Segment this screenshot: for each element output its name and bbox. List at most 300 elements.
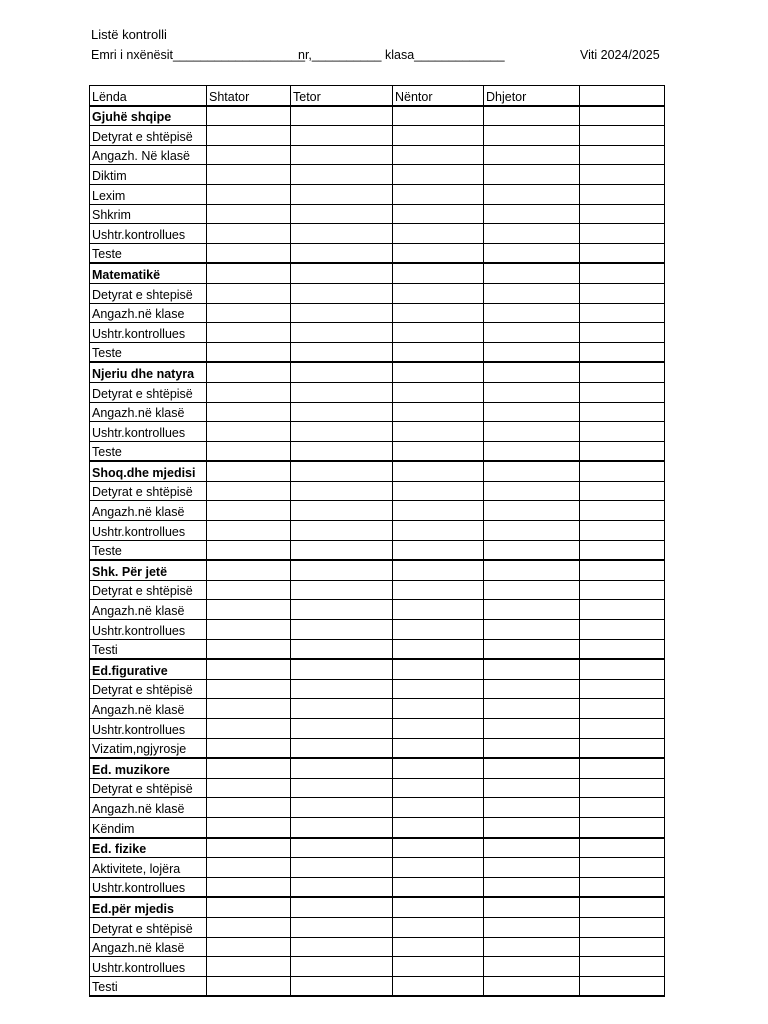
mark-cell[interactable]: [291, 917, 393, 937]
table-header-row: [90, 86, 665, 106]
criterion-label: Vizatim,ngjyrosje: [90, 738, 207, 758]
mark-cell[interactable]: [580, 342, 665, 362]
mark-cell[interactable]: [207, 165, 291, 185]
subject-row: [90, 106, 665, 126]
mark-cell[interactable]: [580, 422, 665, 442]
mark-cell[interactable]: [393, 738, 484, 758]
mark-cell[interactable]: [291, 303, 393, 323]
mark-cell[interactable]: [393, 362, 484, 382]
mark-cell[interactable]: [207, 382, 291, 402]
subject-row: [90, 659, 665, 679]
table-row: [90, 323, 665, 343]
mark-cell[interactable]: [393, 342, 484, 362]
mark-cell[interactable]: [484, 719, 580, 739]
mark-cell[interactable]: [393, 204, 484, 224]
mark-cell[interactable]: [207, 481, 291, 501]
mark-cell[interactable]: [393, 620, 484, 640]
mark-cell[interactable]: [484, 461, 580, 481]
criterion-label: Angazh.në klasë: [90, 600, 207, 620]
mark-cell[interactable]: [393, 481, 484, 501]
mark-cell[interactable]: [580, 323, 665, 343]
mark-cell[interactable]: [393, 679, 484, 699]
mark-cell[interactable]: [393, 600, 484, 620]
mark-cell[interactable]: [393, 422, 484, 442]
mark-cell[interactable]: [484, 699, 580, 719]
mark-cell[interactable]: [484, 620, 580, 640]
table-row: [90, 184, 665, 204]
mark-cell[interactable]: [207, 600, 291, 620]
table-row: [90, 639, 665, 659]
mark-cell[interactable]: [580, 798, 665, 818]
mark-cell[interactable]: [291, 758, 393, 778]
mark-cell[interactable]: [484, 204, 580, 224]
mark-cell[interactable]: [291, 659, 393, 679]
mark-cell[interactable]: [393, 224, 484, 244]
mark-cell[interactable]: [207, 283, 291, 303]
mark-cell[interactable]: [393, 580, 484, 600]
mark-cell[interactable]: [291, 263, 393, 283]
mark-cell[interactable]: [207, 719, 291, 739]
column-header-september: Shtator: [207, 86, 291, 106]
mark-cell[interactable]: [291, 858, 393, 878]
mark-cell[interactable]: [291, 838, 393, 858]
mark-cell[interactable]: [207, 461, 291, 481]
mark-cell[interactable]: [484, 897, 580, 917]
column-header-subject: Lënda: [90, 86, 207, 106]
mark-cell[interactable]: [580, 441, 665, 461]
mark-cell[interactable]: [393, 540, 484, 560]
mark-cell[interactable]: [580, 897, 665, 917]
mark-cell[interactable]: [393, 184, 484, 204]
mark-cell[interactable]: [291, 620, 393, 640]
table-row: [90, 145, 665, 165]
mark-cell[interactable]: [291, 580, 393, 600]
mark-cell[interactable]: [291, 937, 393, 957]
criterion-label: Angazh.në klasë: [90, 699, 207, 719]
mark-cell[interactable]: [291, 817, 393, 837]
mark-cell[interactable]: [580, 224, 665, 244]
mark-cell[interactable]: [291, 957, 393, 977]
mark-cell[interactable]: [393, 461, 484, 481]
criterion-label: Ushtr.kontrollues: [90, 323, 207, 343]
criterion-label: Detyrat e shtëpisë: [90, 679, 207, 699]
mark-cell[interactable]: [484, 382, 580, 402]
mark-cell[interactable]: [484, 798, 580, 818]
mark-cell[interactable]: [393, 323, 484, 343]
criterion-label: Angazh.në klasë: [90, 402, 207, 422]
mark-cell[interactable]: [393, 976, 484, 996]
mark-cell[interactable]: [484, 580, 580, 600]
mark-cell[interactable]: [207, 937, 291, 957]
mark-cell[interactable]: [291, 243, 393, 263]
subject-row: [90, 838, 665, 858]
mark-cell[interactable]: [393, 937, 484, 957]
table-row: [90, 481, 665, 501]
mark-cell[interactable]: [207, 224, 291, 244]
mark-cell[interactable]: [580, 362, 665, 382]
mark-cell[interactable]: [291, 204, 393, 224]
mark-cell[interactable]: [291, 600, 393, 620]
mark-cell[interactable]: [393, 858, 484, 878]
mark-cell[interactable]: [393, 126, 484, 146]
criterion-label: Detyrat e shtëpisë: [90, 382, 207, 402]
school-year-label: Viti 2024/2025: [580, 48, 660, 62]
mark-cell[interactable]: [580, 937, 665, 957]
mark-cell[interactable]: [207, 838, 291, 858]
mark-cell[interactable]: [484, 441, 580, 461]
subject-row: [90, 758, 665, 778]
mark-cell[interactable]: [580, 957, 665, 977]
table-row: [90, 817, 665, 837]
mark-cell[interactable]: [484, 957, 580, 977]
mark-cell[interactable]: [580, 106, 665, 126]
table-row: [90, 165, 665, 185]
column-header-extra: [580, 86, 665, 106]
mark-cell[interactable]: [207, 303, 291, 323]
mark-cell[interactable]: [291, 540, 393, 560]
mark-cell[interactable]: [484, 838, 580, 858]
mark-cell[interactable]: [393, 521, 484, 541]
mark-cell[interactable]: [207, 204, 291, 224]
criterion-label: Ushtr.kontrollues: [90, 877, 207, 897]
mark-cell[interactable]: [580, 382, 665, 402]
mark-cell[interactable]: [484, 184, 580, 204]
mark-cell[interactable]: [484, 937, 580, 957]
mark-cell[interactable]: [580, 679, 665, 699]
mark-cell[interactable]: [580, 917, 665, 937]
mark-cell[interactable]: [580, 858, 665, 878]
mark-cell[interactable]: [207, 817, 291, 837]
mark-cell[interactable]: [291, 145, 393, 165]
mark-cell[interactable]: [393, 639, 484, 659]
mark-cell[interactable]: [580, 659, 665, 679]
mark-cell[interactable]: [484, 738, 580, 758]
mark-cell[interactable]: [580, 738, 665, 758]
mark-cell[interactable]: [484, 165, 580, 185]
mark-cell[interactable]: [580, 758, 665, 778]
mark-cell[interactable]: [291, 165, 393, 185]
mark-cell[interactable]: [580, 303, 665, 323]
criterion-label: Teste: [90, 540, 207, 560]
mark-cell[interactable]: [484, 323, 580, 343]
mark-cell[interactable]: [207, 679, 291, 699]
mark-cell[interactable]: [393, 441, 484, 461]
table-row: [90, 342, 665, 362]
mark-cell[interactable]: [291, 738, 393, 758]
mark-cell[interactable]: [484, 758, 580, 778]
mark-cell[interactable]: [393, 897, 484, 917]
mark-cell[interactable]: [580, 501, 665, 521]
mark-cell[interactable]: [484, 243, 580, 263]
mark-cell[interactable]: [580, 620, 665, 640]
mark-cell[interactable]: [393, 243, 484, 263]
mark-cell[interactable]: [484, 501, 580, 521]
criterion-label: Lexim: [90, 184, 207, 204]
mark-cell[interactable]: [207, 659, 291, 679]
mark-cell[interactable]: [484, 145, 580, 165]
mark-cell[interactable]: [291, 778, 393, 798]
mark-cell[interactable]: [291, 461, 393, 481]
mark-cell[interactable]: [207, 145, 291, 165]
mark-cell[interactable]: [580, 838, 665, 858]
mark-cell[interactable]: [207, 858, 291, 878]
criterion-label: Ushtr.kontrollues: [90, 224, 207, 244]
mark-cell[interactable]: [580, 263, 665, 283]
mark-cell[interactable]: [207, 877, 291, 897]
mark-cell[interactable]: [291, 106, 393, 126]
mark-cell[interactable]: [484, 817, 580, 837]
mark-cell[interactable]: [580, 719, 665, 739]
mark-cell[interactable]: [291, 679, 393, 699]
mark-cell[interactable]: [580, 778, 665, 798]
mark-cell[interactable]: [291, 402, 393, 422]
criterion-label: Detyrat e shtëpisë: [90, 481, 207, 501]
table-row: [90, 441, 665, 461]
mark-cell[interactable]: [484, 858, 580, 878]
mark-cell[interactable]: [207, 106, 291, 126]
mark-cell[interactable]: [393, 817, 484, 837]
mark-cell[interactable]: [484, 679, 580, 699]
mark-cell[interactable]: [291, 798, 393, 818]
table-row: [90, 540, 665, 560]
mark-cell[interactable]: [484, 303, 580, 323]
criterion-label: Ushtr.kontrollues: [90, 719, 207, 739]
mark-cell[interactable]: [580, 184, 665, 204]
mark-cell[interactable]: [580, 540, 665, 560]
mark-cell[interactable]: [207, 957, 291, 977]
mark-cell[interactable]: [291, 422, 393, 442]
mark-cell[interactable]: [291, 560, 393, 580]
mark-cell[interactable]: [484, 639, 580, 659]
mark-cell[interactable]: [207, 323, 291, 343]
subject-row: [90, 362, 665, 382]
mark-cell[interactable]: [207, 699, 291, 719]
mark-cell[interactable]: [207, 758, 291, 778]
subject-row: [90, 461, 665, 481]
mark-cell[interactable]: [580, 461, 665, 481]
mark-cell[interactable]: [580, 521, 665, 541]
mark-cell[interactable]: [484, 402, 580, 422]
mark-cell[interactable]: [393, 917, 484, 937]
mark-cell[interactable]: [207, 402, 291, 422]
table-row: [90, 283, 665, 303]
mark-cell[interactable]: [484, 126, 580, 146]
mark-cell[interactable]: [291, 481, 393, 501]
mark-cell[interactable]: [393, 283, 484, 303]
criterion-label: Detyrat e shtëpisë: [90, 126, 207, 146]
mark-cell[interactable]: [291, 126, 393, 146]
criterion-label: Angazh.në klase: [90, 303, 207, 323]
mark-cell[interactable]: [393, 560, 484, 580]
table-row: [90, 620, 665, 640]
mark-cell[interactable]: [291, 719, 393, 739]
criterion-label: Ushtr.kontrollues: [90, 521, 207, 541]
mark-cell[interactable]: [484, 560, 580, 580]
mark-cell[interactable]: [393, 402, 484, 422]
criterion-label: Këndim: [90, 817, 207, 837]
mark-cell[interactable]: [291, 382, 393, 402]
mark-cell[interactable]: [207, 560, 291, 580]
mark-cell[interactable]: [393, 382, 484, 402]
subject-row: [90, 560, 665, 580]
mark-cell[interactable]: [393, 501, 484, 521]
mark-cell[interactable]: [580, 580, 665, 600]
mark-cell[interactable]: [207, 976, 291, 996]
mark-cell[interactable]: [580, 126, 665, 146]
mark-cell[interactable]: [484, 422, 580, 442]
criterion-label: Angazh.në klasë: [90, 501, 207, 521]
table-row: [90, 204, 665, 224]
mark-cell[interactable]: [484, 659, 580, 679]
criterion-label: Ushtr.kontrollues: [90, 422, 207, 442]
mark-cell[interactable]: [291, 441, 393, 461]
table-row: [90, 521, 665, 541]
mark-cell[interactable]: [484, 106, 580, 126]
student-info-line: [91, 47, 668, 65]
mark-cell[interactable]: [393, 699, 484, 719]
mark-cell[interactable]: [393, 106, 484, 126]
criterion-label: Angazh. Në klasë: [90, 145, 207, 165]
mark-cell[interactable]: [484, 877, 580, 897]
mark-cell[interactable]: [393, 877, 484, 897]
mark-cell[interactable]: [291, 224, 393, 244]
mark-cell[interactable]: [484, 521, 580, 541]
checklist-table: [89, 85, 665, 997]
mark-cell[interactable]: [484, 540, 580, 560]
mark-cell[interactable]: [207, 501, 291, 521]
subject-name: Matematikë: [90, 263, 207, 283]
mark-cell[interactable]: [291, 976, 393, 996]
criterion-label: Diktim: [90, 165, 207, 185]
mark-cell[interactable]: [484, 362, 580, 382]
mark-cell[interactable]: [484, 342, 580, 362]
table-row: [90, 422, 665, 442]
mark-cell[interactable]: [484, 283, 580, 303]
mark-cell[interactable]: [291, 184, 393, 204]
mark-cell[interactable]: [207, 540, 291, 560]
mark-cell[interactable]: [580, 283, 665, 303]
mark-cell[interactable]: [291, 283, 393, 303]
mark-cell[interactable]: [207, 243, 291, 263]
class-field[interactable]: klasa_____________: [385, 48, 505, 62]
mark-cell[interactable]: [580, 145, 665, 165]
mark-cell[interactable]: [580, 560, 665, 580]
mark-cell[interactable]: [393, 957, 484, 977]
mark-cell[interactable]: [484, 263, 580, 283]
mark-cell[interactable]: [484, 778, 580, 798]
mark-cell[interactable]: [207, 184, 291, 204]
mark-cell[interactable]: [580, 699, 665, 719]
table-row: [90, 877, 665, 897]
table-row: [90, 224, 665, 244]
criterion-label: Testi: [90, 639, 207, 659]
mark-cell[interactable]: [484, 481, 580, 501]
criterion-label: Detyrat e shtëpisë: [90, 778, 207, 798]
mark-cell[interactable]: [393, 778, 484, 798]
criterion-label: Testi: [90, 976, 207, 996]
table-row: [90, 937, 665, 957]
mark-cell[interactable]: [291, 323, 393, 343]
mark-cell[interactable]: [484, 976, 580, 996]
mark-cell[interactable]: [580, 639, 665, 659]
mark-cell[interactable]: [580, 877, 665, 897]
mark-cell[interactable]: [207, 738, 291, 758]
mark-cell[interactable]: [207, 798, 291, 818]
mark-cell[interactable]: [393, 303, 484, 323]
mark-cell[interactable]: [207, 897, 291, 917]
mark-cell[interactable]: [207, 917, 291, 937]
mark-cell[interactable]: [291, 877, 393, 897]
mark-cell[interactable]: [484, 224, 580, 244]
mark-cell[interactable]: [580, 165, 665, 185]
criterion-label: Detyrat e shtëpisë: [90, 580, 207, 600]
mark-cell[interactable]: [393, 838, 484, 858]
table-row: [90, 976, 665, 996]
mark-cell[interactable]: [207, 778, 291, 798]
table-row: [90, 501, 665, 521]
mark-cell[interactable]: [393, 145, 484, 165]
criterion-label: Teste: [90, 342, 207, 362]
mark-cell[interactable]: [393, 798, 484, 818]
table-row: [90, 957, 665, 977]
criterion-label: Detyrat e shtepisë: [90, 283, 207, 303]
table-row: [90, 778, 665, 798]
subject-name: Shoq.dhe mjedisi: [90, 461, 207, 481]
student-number-field[interactable]: nr,__________: [298, 48, 382, 62]
mark-cell[interactable]: [207, 362, 291, 382]
mark-cell[interactable]: [207, 126, 291, 146]
mark-cell[interactable]: [484, 917, 580, 937]
mark-cell[interactable]: [393, 719, 484, 739]
mark-cell[interactable]: [393, 758, 484, 778]
mark-cell[interactable]: [484, 600, 580, 620]
mark-cell[interactable]: [207, 422, 291, 442]
mark-cell[interactable]: [291, 521, 393, 541]
criterion-label: Ushtr.kontrollues: [90, 620, 207, 640]
mark-cell[interactable]: [580, 976, 665, 996]
table-row: [90, 858, 665, 878]
mark-cell[interactable]: [580, 600, 665, 620]
mark-cell[interactable]: [291, 362, 393, 382]
mark-cell[interactable]: [291, 699, 393, 719]
mark-cell[interactable]: [393, 659, 484, 679]
mark-cell[interactable]: [207, 620, 291, 640]
mark-cell[interactable]: [580, 204, 665, 224]
mark-cell[interactable]: [393, 263, 484, 283]
table-row: [90, 600, 665, 620]
mark-cell[interactable]: [580, 402, 665, 422]
table-row: [90, 679, 665, 699]
student-name-field[interactable]: Emri i nxënësit___________________: [91, 48, 306, 62]
mark-cell[interactable]: [207, 441, 291, 461]
column-header-november: Nëntor: [393, 86, 484, 106]
mark-cell[interactable]: [291, 501, 393, 521]
mark-cell[interactable]: [291, 639, 393, 659]
mark-cell[interactable]: [580, 481, 665, 501]
mark-cell[interactable]: [580, 817, 665, 837]
mark-cell[interactable]: [207, 580, 291, 600]
mark-cell[interactable]: [291, 342, 393, 362]
mark-cell[interactable]: [207, 521, 291, 541]
subject-name: Ed. muzikore: [90, 758, 207, 778]
mark-cell[interactable]: [580, 243, 665, 263]
table-row: [90, 303, 665, 323]
mark-cell[interactable]: [207, 263, 291, 283]
mark-cell[interactable]: [207, 639, 291, 659]
mark-cell[interactable]: [207, 342, 291, 362]
mark-cell[interactable]: [393, 165, 484, 185]
mark-cell[interactable]: [291, 897, 393, 917]
